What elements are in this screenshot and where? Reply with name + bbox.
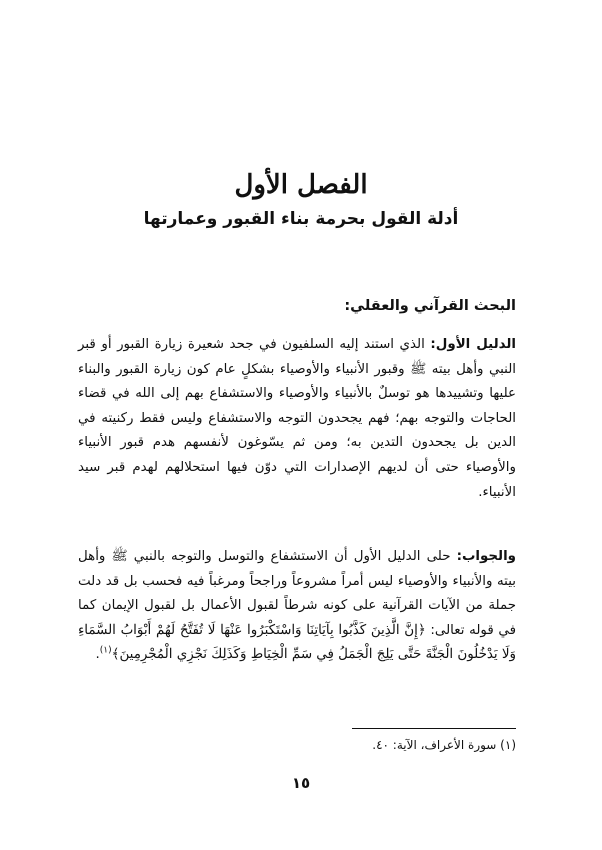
chapter-subtitle: أدلة القول بحرمة بناء القبور وعمارتها [143, 209, 459, 229]
paragraph-body: حلى الدليل الأول أن الاستشفاع والتوسل والتوجه بالنبي ﷺ وأهل بيته والأنبياء والأوصياء ليس أمراً مشروعاً وراجحاً ومرغباً فيه فحسب بل قد دلت جملة من الآيات القرآنية على كونه شرطاً لقبول الأعمال بل لقبول الإيمان كما في قوله تعالى: [78, 549, 516, 638]
footnote-divider [352, 728, 516, 729]
quran-verse: ﴿إِنَّ الَّذِينَ كَذَّبُوا بِآيَاتِنَا وَاسْتَكْبَرُوا عَنْهَا لَا تُفَتَّحُ لَهُمْ أَبْوَابُ السَّمَاءِ وَلَا يَدْخُلُونَ الْجَنَّةَ حَتَّى يَلِجَ الْجَمَلُ فِي سَمِّ الْخِيَاطِ وَكَذَلِكَ نَجْزِي الْمُجْرِمِينَ﴾ [78, 622, 516, 663]
paragraph-end: . [95, 647, 100, 663]
paragraph-body: الذي استند إليه السلفيون في جحد شعيرة زيارة القبور أو قبر النبي وأهل بيته ﷺ وقبور الأنبياء والأوصياء بشكلٍ عام كون زيارة القبور والبناء عليها وتشييدها هو توسلٌ بالأنبياء والأوصياء والاستشفاع بهم إلى الله في قضاء الحاجات والتوجه بهم؛ فهم يجحدون التوجه والاستشفاع وليس فقط ركنيته في الدين بل يجحدون التدين به؛ ومن ثم يسّوغون لأنفسهم هدم قبور الأنبياء والأوصياء حتى أن لديهم الإصدارات التي دوّن فيها استحلالهم لهدم قبر سيد الأنبياء. [78, 337, 516, 500]
section-heading: البحث القرآني والعقلي: [344, 298, 516, 314]
chapter-title: الفصل الأول [234, 170, 368, 200]
footnote: (١) سورة الأعراف، الآية: ٤٠. [372, 738, 516, 752]
paragraph-lead: الدليل الأول: [430, 337, 517, 352]
footnote-reference: (١) [99, 645, 112, 656]
paragraph-first-evidence [78, 333, 516, 505]
paragraph-lead: والجواب: [456, 549, 516, 564]
paragraph-answer [78, 545, 516, 668]
page-number: ١٥ [291, 774, 311, 792]
